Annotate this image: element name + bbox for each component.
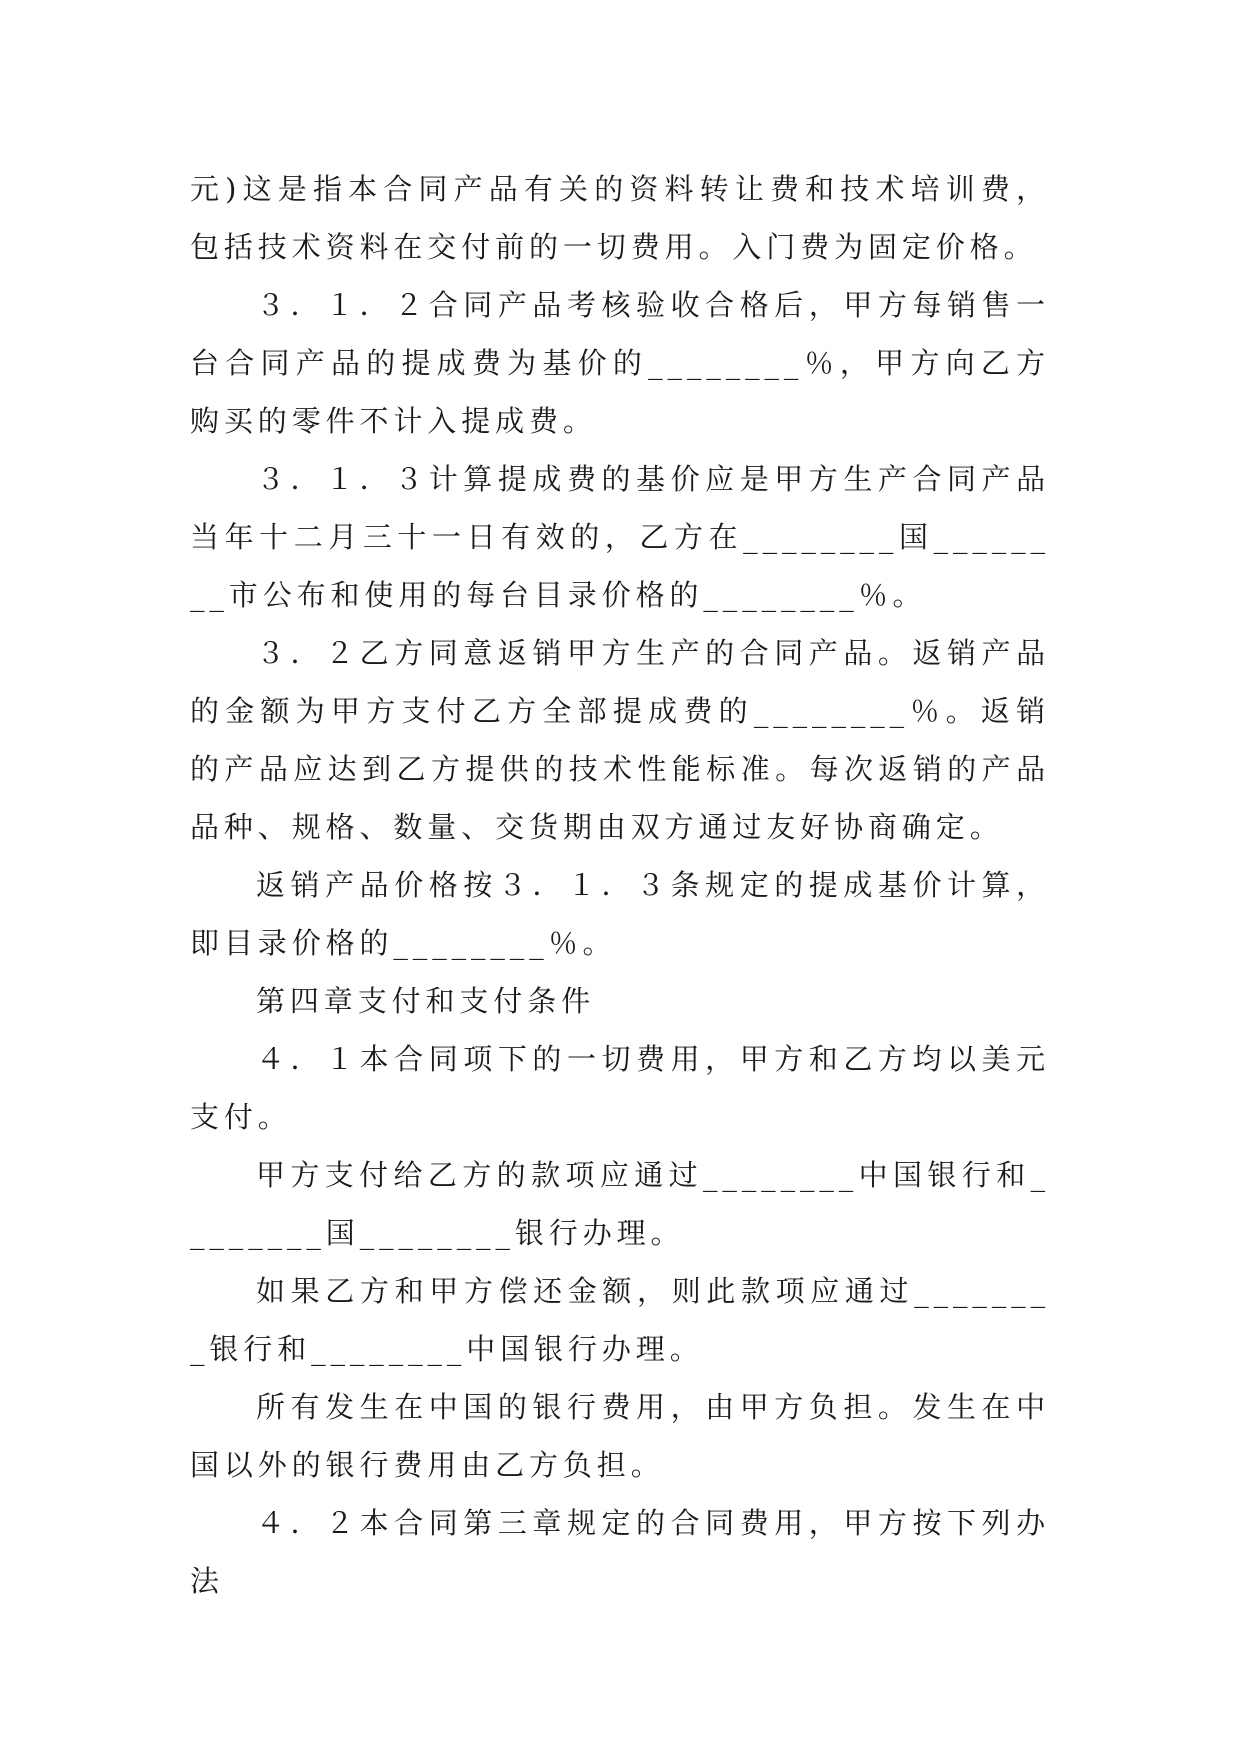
document-body [190, 160, 1050, 1610]
paragraph-clause-4-2: ４．２本合同第三章规定的合同费用，甲方按下列办法 [190, 1506, 1050, 1598]
paragraph-bank-charges: 所有发生在中国的银行费用，由甲方负担。发生在中国以外的银行费用由乙方负担。 [190, 1390, 1050, 1482]
paragraph-clause-3-2: ３．２乙方同意返销甲方生产的合同产品。返销产品的金额为甲方支付乙方全部提成费的________％。返销的产品应达到乙方提供的技术性能标准。每次返销的产品品种、规格、数量、交货期由双方通过友好协商确定。 [190, 636, 1050, 844]
paragraph-clause-4-1: ４．１本合同项下的一切费用，甲方和乙方均以美元支付。 [190, 1042, 1050, 1134]
paragraph-repayment-bank: 如果乙方和甲方偿还金额，则此款项应通过________银行和________中国银行办理。 [190, 1274, 1050, 1366]
paragraph-clause-3-1-3: ３．１．３计算提成费的基价应是甲方生产合同产品当年十二月三十一日有效的，乙方在________国________市公布和使用的每台目录价格的________％。 [190, 462, 1050, 612]
chapter-heading-4: 第四章支付和支付条件 [256, 984, 596, 1018]
paragraph-payment-bank: 甲方支付给乙方的款项应通过________中国银行和________国________银行办理。 [190, 1158, 1050, 1250]
paragraph-entry-fee-continuation: 元)这是指本合同产品有关的资料转让费和技术培训费，包括技术资料在交付前的一切费用。入门费为固定价格。 [190, 172, 1050, 264]
paragraph-clause-3-1-2: ３．１．２合同产品考核验收合格后，甲方每销售一台合同产品的提成费为基价的________％，甲方向乙方购买的零件不计入提成费。 [190, 288, 1050, 438]
paragraph-buyback-price: 返销产品价格按３．１．３条规定的提成基价计算，即目录价格的________％。 [190, 868, 1050, 960]
